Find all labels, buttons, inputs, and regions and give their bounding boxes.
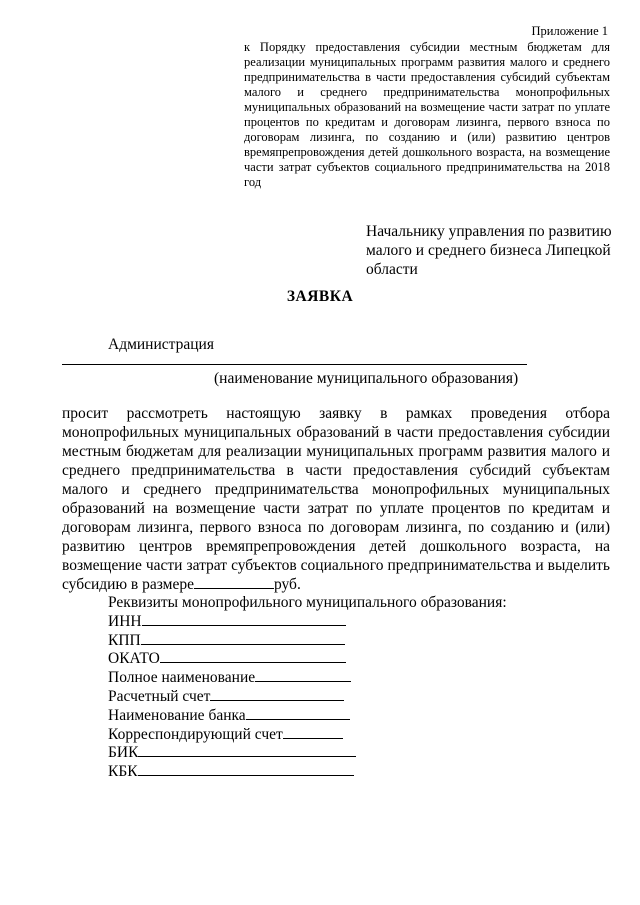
municipality-name-field[interactable]: [62, 364, 527, 365]
requisite-label: Расчетный счет: [108, 687, 211, 705]
requisite-row-full-name: [108, 669, 507, 688]
municipality-caption: (наименование муниципального образования): [214, 370, 519, 387]
requisite-row-corr-account: [108, 726, 507, 745]
requisite-label: БИК: [108, 744, 139, 762]
requisite-label: ОКАТО: [108, 650, 160, 668]
requisite-row-bank-name: [108, 707, 507, 726]
requisite-row-okato: [108, 650, 507, 669]
appendix-title: Приложение 1: [531, 24, 608, 38]
requisite-label: КБК: [108, 763, 138, 781]
addressee-block: Начальнику управления по развитию малого и среднего бизнеса Липецкой области: [366, 223, 612, 278]
okato-field[interactable]: [160, 650, 346, 663]
kpp-field[interactable]: [141, 632, 345, 645]
request-text: просит рассмотреть настоящую заявку в рамках проведения отбора монопрофильных муниципальных образований в части предоставления субсидии местным бюджетам для реализации муниципальных программ развития малого и среднего предпринимательства в части предоставления субсидий субъектам малого и среднего предпринимательства монопрофильных муниципальных образований на возмещение части затрат по уплате процентов по кредитам и договорам лизинга, первого взноса по договорам лизинга, по созданию и (или) развитию центров времяпрепровождения детей дошкольного возраста, на возмещение части затрат субъектов социального предпринимательства и выделить субсидию в размере: [62, 405, 610, 593]
requisite-label: ИНН: [108, 612, 142, 630]
requisites-block: [108, 594, 507, 782]
corr-account-field[interactable]: [283, 726, 343, 739]
requisite-row-account: [108, 688, 507, 707]
currency-suffix: руб.: [273, 576, 301, 593]
request-paragraph: [62, 404, 610, 594]
appendix-text: к Порядку предоставления субсидии местным бюджетам для реализации муниципальных программ развития малого и среднего предпринимательства в части предоставления субсидий субъектам малого и среднего предпринимательства монопрофильных муниципальных образований на возмещение части затрат по уплате процентов по кредитам и договорам лизинга, первого взноса по договорам лизинга, по созданию и (или) развитию центров времяпрепровождения детей дошкольного возраста, на возмещение части затрат субъектов социального предпринимательства на 2018 год: [244, 40, 610, 189]
administration-label: Администрация: [108, 336, 214, 353]
bik-field[interactable]: [138, 744, 356, 757]
requisite-row-inn: [108, 613, 507, 632]
requisite-label: КПП: [108, 631, 141, 649]
document-title: ЗАЯВКА: [286, 288, 354, 305]
subsidy-amount-field[interactable]: [194, 576, 274, 589]
requisite-row-bik: [108, 744, 507, 763]
requisite-row-kpp: [108, 632, 507, 651]
kbk-field[interactable]: [138, 763, 354, 776]
requisites-heading: Реквизиты монопрофильного муниципального образования:: [108, 594, 507, 611]
requisite-label: Полное наименование: [108, 669, 256, 687]
requisite-label: Корреспондирующий счет: [108, 725, 283, 743]
requisite-row-kbk: [108, 763, 507, 782]
inn-field[interactable]: [142, 613, 346, 626]
requisite-label: Наименование банка: [108, 706, 246, 724]
bank-name-field[interactable]: [246, 707, 350, 720]
full-name-field[interactable]: [255, 669, 351, 682]
account-field[interactable]: [210, 688, 344, 701]
